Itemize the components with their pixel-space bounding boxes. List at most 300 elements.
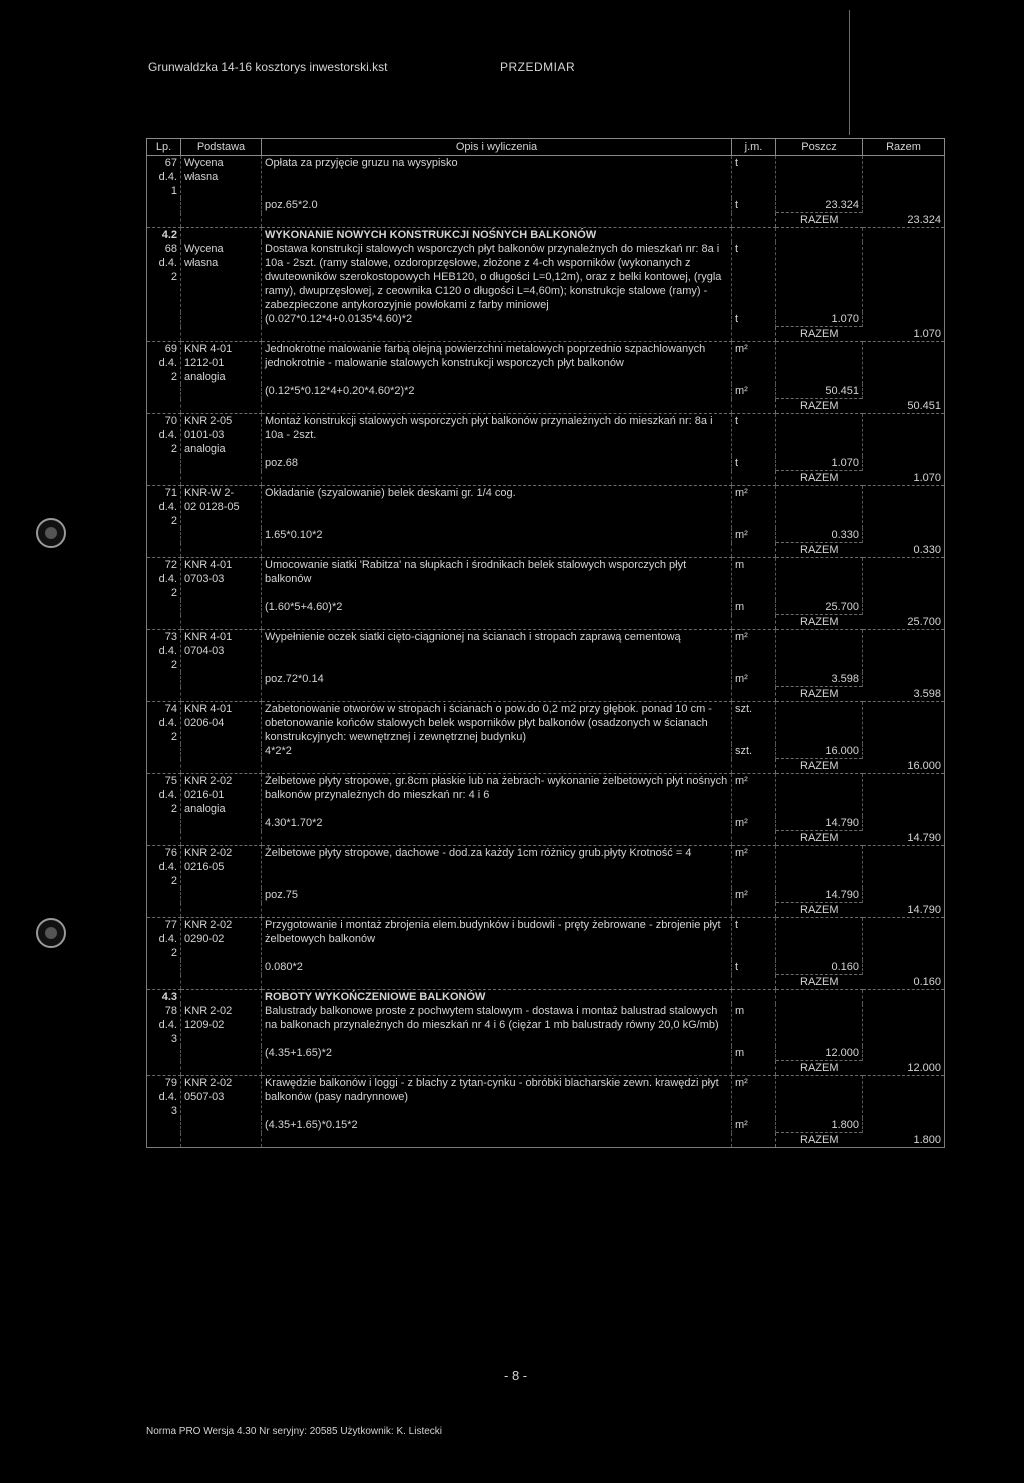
row-lp xyxy=(147,630,181,673)
razem-label: RAZEM xyxy=(776,543,863,558)
col-header-poszcz: Poszcz xyxy=(776,139,863,156)
row-podstawa-line: analogia xyxy=(184,803,226,815)
col-header-opis: Opis i wyliczenia xyxy=(262,139,732,156)
row-podstawa-line xyxy=(184,184,258,198)
row-poszcz-empty xyxy=(776,486,863,529)
razem-value: 14.790 xyxy=(863,903,945,918)
razem-value: 23.324 xyxy=(863,213,945,228)
calc-row xyxy=(147,384,945,399)
calc-row xyxy=(147,198,945,213)
row-podstawa-line: KNR 4-01 xyxy=(184,559,233,571)
calc-unit: m² xyxy=(732,888,776,903)
row-podstawa xyxy=(181,558,262,601)
calc-poszcz: 1.070 xyxy=(776,456,863,471)
row-podstawa xyxy=(181,156,262,199)
razem-unit-empty xyxy=(732,615,776,630)
row-lp xyxy=(147,1004,181,1046)
row-podstawa xyxy=(181,1004,262,1046)
razem-row xyxy=(147,399,945,414)
row-podstawa-line: KNR-W 2- xyxy=(184,487,235,499)
calc-razem-empty xyxy=(863,816,945,831)
calc-razem-empty xyxy=(863,1118,945,1133)
razem-value: 3.598 xyxy=(863,687,945,702)
row-poszcz-empty xyxy=(776,1076,863,1119)
razem-row xyxy=(147,471,945,486)
calc-row xyxy=(147,672,945,687)
punch-hole-icon xyxy=(36,518,66,548)
row-description: Montaż konstrukcji stalowych wsporczych płyt balkonów przynależnych do mieszkań nr: 8a i 10a - 2szt. xyxy=(262,414,732,457)
razem-lp-empty xyxy=(147,327,181,342)
razem-podstawa-empty xyxy=(181,903,262,918)
section-podstawa-empty xyxy=(181,990,262,1005)
calc-poszcz: 25.700 xyxy=(776,600,863,615)
section-empty xyxy=(732,990,776,1005)
col-header-lp: Lp. xyxy=(147,139,181,156)
row-lp-line: 2 xyxy=(170,875,177,887)
row-podstawa-line: KNR 2-05 xyxy=(184,415,233,427)
razem-lp-empty xyxy=(147,831,181,846)
row-podstawa xyxy=(181,774,262,817)
razem-podstawa-empty xyxy=(181,687,262,702)
section-row xyxy=(147,990,945,1005)
row-unit: m² xyxy=(732,342,776,385)
calc-unit: m² xyxy=(732,1118,776,1133)
row-lp-line: d.4. xyxy=(158,573,177,585)
row-lp-line: 77 xyxy=(164,919,177,931)
calc-formula: poz.68 xyxy=(262,456,732,471)
row-lp-line: 2 xyxy=(170,731,177,743)
calc-formula: 4.30*1.70*2 xyxy=(262,816,732,831)
calc-poszcz: 0.160 xyxy=(776,960,863,975)
calc-row xyxy=(147,456,945,471)
calc-poszcz: 50.451 xyxy=(776,384,863,399)
razem-desc-empty xyxy=(262,615,732,630)
calc-lp-empty xyxy=(147,744,181,759)
row-poszcz-empty xyxy=(776,558,863,601)
row-lp-line: 71 xyxy=(164,487,177,499)
row-podstawa-line: Wycena xyxy=(184,157,224,169)
razem-podstawa-empty xyxy=(181,399,262,414)
razem-value: 0.330 xyxy=(863,543,945,558)
razem-label: RAZEM xyxy=(776,1061,863,1076)
row-lp xyxy=(147,774,181,817)
calc-unit: m² xyxy=(732,672,776,687)
row-lp-line: d.4. xyxy=(158,717,177,729)
calc-unit: m xyxy=(732,600,776,615)
razem-row xyxy=(147,687,945,702)
row-podstawa-line: Wycena xyxy=(184,243,224,255)
calc-podstawa-empty xyxy=(181,456,262,471)
row-lp-line: 70 xyxy=(164,415,177,427)
calc-unit: m² xyxy=(732,384,776,399)
row-podstawa xyxy=(181,486,262,529)
row-podstawa-line: 0507-03 xyxy=(184,1091,225,1103)
row-podstawa-line xyxy=(184,658,258,672)
row-lp xyxy=(147,242,181,312)
row-razem-empty xyxy=(863,846,945,889)
table-row xyxy=(147,242,945,312)
razem-podstawa-empty xyxy=(181,831,262,846)
calc-podstawa-empty xyxy=(181,198,262,213)
calc-lp-empty xyxy=(147,312,181,327)
row-podstawa-line: analogia xyxy=(184,371,226,383)
row-description: Żelbetowe płyty stropowe, dachowe - dod.za każdy 1cm różnicy grub.płyty Krotność = 4 xyxy=(262,846,732,889)
row-description: Okładanie (szyalowanie) belek deskami gr. 1/4 cog. xyxy=(262,486,732,529)
row-poszcz-empty xyxy=(776,846,863,889)
row-podstawa-line: KNR 2-02 xyxy=(184,847,233,859)
row-podstawa-line xyxy=(184,1104,258,1118)
row-razem-empty xyxy=(863,1004,945,1046)
razem-row xyxy=(147,543,945,558)
punch-hole-icon xyxy=(36,918,66,948)
row-lp-line: 1 xyxy=(170,185,177,197)
calc-formula: 0.080*2 xyxy=(262,960,732,975)
razem-label: RAZEM xyxy=(776,903,863,918)
row-lp-line: d.4. xyxy=(158,257,177,269)
row-lp-line: d.4. xyxy=(158,429,177,441)
row-description: Jednokrotne malowanie farbą olejną powierzchni metalowych poprzednio szpachlowanych jednokrotnie - malowanie stalowych konstrukcji wsporczych płyt balkonów xyxy=(262,342,732,385)
calc-razem-empty xyxy=(863,744,945,759)
row-podstawa xyxy=(181,242,262,312)
calc-unit: m xyxy=(732,1046,776,1061)
razem-desc-empty xyxy=(262,327,732,342)
razem-row xyxy=(147,1133,945,1148)
row-lp xyxy=(147,558,181,601)
calc-podstawa-empty xyxy=(181,1046,262,1061)
calc-lp-empty xyxy=(147,384,181,399)
row-podstawa-line: 0206-04 xyxy=(184,717,225,729)
row-lp-line: 67 xyxy=(164,157,177,169)
razem-lp-empty xyxy=(147,687,181,702)
calc-unit: m² xyxy=(732,816,776,831)
row-poszcz-empty xyxy=(776,242,863,312)
row-description: Umocowanie siatki 'Rabitza' na słupkach i środnikach belek stalowych wsporczych płyt balkonów xyxy=(262,558,732,601)
row-unit: m² xyxy=(732,774,776,817)
table-row xyxy=(147,1076,945,1119)
razem-row xyxy=(147,615,945,630)
row-podstawa-line: KNR 4-01 xyxy=(184,343,233,355)
row-description: Wypełnienie oczek siatki cięto-ciągnionej na ścianach i stropach zaprawą cementową xyxy=(262,630,732,673)
row-lp-line: d.4. xyxy=(158,933,177,945)
row-podstawa-line: analogia xyxy=(184,443,226,455)
calc-podstawa-empty xyxy=(181,816,262,831)
razem-lp-empty xyxy=(147,1061,181,1076)
calc-row xyxy=(147,744,945,759)
razem-row xyxy=(147,759,945,774)
calc-poszcz: 1.070 xyxy=(776,312,863,327)
row-unit: t xyxy=(732,242,776,312)
row-podstawa-line xyxy=(184,270,258,284)
razem-desc-empty xyxy=(262,1061,732,1076)
row-lp-line: 79 xyxy=(164,1077,177,1089)
row-lp-line: 3 xyxy=(170,1105,177,1117)
row-lp-line: d.4. xyxy=(158,1091,177,1103)
row-lp xyxy=(147,918,181,961)
file-name: Grunwaldzka 14-16 kosztorys inwestorski.kst xyxy=(148,60,388,74)
razem-label: RAZEM xyxy=(776,213,863,228)
razem-lp-empty xyxy=(147,213,181,228)
row-poszcz-empty xyxy=(776,1004,863,1046)
razem-podstawa-empty xyxy=(181,975,262,990)
row-unit: m xyxy=(732,1004,776,1046)
row-podstawa-line: KNR 4-01 xyxy=(184,703,233,715)
row-lp xyxy=(147,1076,181,1119)
row-poszcz-empty xyxy=(776,414,863,457)
razem-value: 50.451 xyxy=(863,399,945,414)
row-podstawa xyxy=(181,702,262,745)
razem-value: 1.070 xyxy=(863,327,945,342)
section-empty xyxy=(776,228,863,243)
razem-label: RAZEM xyxy=(776,687,863,702)
calc-formula: (4.35+1.65)*2 xyxy=(262,1046,732,1061)
table-row xyxy=(147,342,945,385)
row-unit: m² xyxy=(732,630,776,673)
calc-poszcz: 16.000 xyxy=(776,744,863,759)
row-podstawa-line xyxy=(184,946,258,960)
row-razem-empty xyxy=(863,242,945,312)
razem-unit-empty xyxy=(732,543,776,558)
section-number: 4.2 xyxy=(147,228,181,243)
col-header-podstawa: Podstawa xyxy=(181,139,262,156)
row-lp-line: 2 xyxy=(170,271,177,283)
calc-row xyxy=(147,888,945,903)
section-number: 4.3 xyxy=(147,990,181,1005)
calc-razem-empty xyxy=(863,312,945,327)
row-unit: m xyxy=(732,558,776,601)
calc-unit: m² xyxy=(732,528,776,543)
row-unit: m² xyxy=(732,846,776,889)
row-podstawa xyxy=(181,630,262,673)
razem-unit-empty xyxy=(732,975,776,990)
calc-unit: t xyxy=(732,312,776,327)
row-description: Przygotowanie i montaż zbrojenia elem.budynków i budowli - pręty żebrowane - zbrojenie płyt żelbetowych balkonów xyxy=(262,918,732,961)
calc-lp-empty xyxy=(147,1118,181,1133)
row-description: Balustrady balkonowe proste z pochwytem stalowym - dostawa i montaż balustrad stalowych na balkonach przynależnych do mieszkań nr 4 i 6 (ciężar 1 mb balustrady równy 20,0 kG/mb) xyxy=(262,1004,732,1046)
table-row xyxy=(147,558,945,601)
calc-razem-empty xyxy=(863,888,945,903)
row-podstawa xyxy=(181,1076,262,1119)
razem-lp-empty xyxy=(147,471,181,486)
row-podstawa-line: 0101-03 xyxy=(184,429,225,441)
razem-unit-empty xyxy=(732,831,776,846)
calc-unit: t xyxy=(732,456,776,471)
razem-lp-empty xyxy=(147,759,181,774)
razem-row xyxy=(147,327,945,342)
calc-row xyxy=(147,1046,945,1061)
razem-lp-empty xyxy=(147,903,181,918)
calc-unit: szt. xyxy=(732,744,776,759)
row-lp-line: d.4. xyxy=(158,501,177,513)
row-podstawa-line xyxy=(184,514,258,528)
calc-razem-empty xyxy=(863,456,945,471)
row-podstawa-line: 0704-03 xyxy=(184,645,225,657)
row-lp-line: d.4. xyxy=(158,1019,177,1031)
row-podstawa-line: 0703-03 xyxy=(184,573,225,585)
calc-poszcz: 1.800 xyxy=(776,1118,863,1133)
razem-value: 16.000 xyxy=(863,759,945,774)
razem-desc-empty xyxy=(262,903,732,918)
row-lp xyxy=(147,156,181,199)
calc-row xyxy=(147,960,945,975)
table-body xyxy=(147,156,945,1148)
section-empty xyxy=(776,990,863,1005)
row-lp-line: d.4. xyxy=(158,861,177,873)
row-podstawa-line: 1209-02 xyxy=(184,1019,225,1031)
table-row xyxy=(147,630,945,673)
row-poszcz-empty xyxy=(776,342,863,385)
row-lp xyxy=(147,846,181,889)
calc-row xyxy=(147,528,945,543)
razem-label: RAZEM xyxy=(776,327,863,342)
row-razem-empty xyxy=(863,342,945,385)
calc-row xyxy=(147,1118,945,1133)
razem-lp-empty xyxy=(147,399,181,414)
table-row xyxy=(147,918,945,961)
section-empty xyxy=(863,990,945,1005)
razem-row xyxy=(147,831,945,846)
calc-poszcz: 12.000 xyxy=(776,1046,863,1061)
razem-value: 0.160 xyxy=(863,975,945,990)
razem-value: 25.700 xyxy=(863,615,945,630)
row-lp-line: d.4. xyxy=(158,789,177,801)
calc-unit: t xyxy=(732,960,776,975)
row-description: Zabetonowanie otworów w stropach i ścianach o pow.do 0,2 m2 przy głębok. ponad 10 cm - obetonowanie końców stalowych belek wsporników płyt balkonów (osadzonych w ścianach konstrukcyjnych: wewnętrznej i zewnętrznej budynku) xyxy=(262,702,732,745)
row-lp-line: 75 xyxy=(164,775,177,787)
row-lp-line: 2 xyxy=(170,587,177,599)
calc-formula: poz.75 xyxy=(262,888,732,903)
calc-podstawa-empty xyxy=(181,384,262,399)
row-razem-empty xyxy=(863,414,945,457)
cost-table xyxy=(146,138,945,1148)
table-row xyxy=(147,846,945,889)
calc-lp-empty xyxy=(147,888,181,903)
row-podstawa xyxy=(181,414,262,457)
razem-label: RAZEM xyxy=(776,615,863,630)
razem-unit-empty xyxy=(732,213,776,228)
page-number: - 8 - xyxy=(504,1368,528,1383)
razem-desc-empty xyxy=(262,213,732,228)
calc-razem-empty xyxy=(863,960,945,975)
calc-poszcz: 3.598 xyxy=(776,672,863,687)
row-lp-line: 2 xyxy=(170,803,177,815)
razem-lp-empty xyxy=(147,975,181,990)
razem-label: RAZEM xyxy=(776,759,863,774)
calc-lp-empty xyxy=(147,600,181,615)
row-unit: t xyxy=(732,918,776,961)
row-podstawa-line: własna xyxy=(184,171,219,183)
row-unit: m² xyxy=(732,486,776,529)
calc-lp-empty xyxy=(147,816,181,831)
calc-poszcz: 0.330 xyxy=(776,528,863,543)
razem-unit-empty xyxy=(732,1133,776,1148)
razem-label: RAZEM xyxy=(776,399,863,414)
row-lp-line: 76 xyxy=(164,847,177,859)
section-title: WYKONANIE NOWYCH KONSTRUKCJI NOŚNYCH BALKONÓW xyxy=(262,228,732,243)
calc-podstawa-empty xyxy=(181,600,262,615)
row-description: Opłata za przyjęcie gruzu na wysypisko xyxy=(262,156,732,199)
razem-podstawa-empty xyxy=(181,1061,262,1076)
section-title: ROBOTY WYKOŃCZENIOWE BALKONÓW xyxy=(262,990,732,1005)
razem-desc-empty xyxy=(262,543,732,558)
razem-podstawa-empty xyxy=(181,615,262,630)
razem-unit-empty xyxy=(732,327,776,342)
row-description: Żelbetowe płyty stropowe, gr.8cm płaskie lub na żebrach- wykonanie żelbetowych płyt nośnych balkonów przynależnych do mieszkań nr: 4 i 6 xyxy=(262,774,732,817)
razem-label: RAZEM xyxy=(776,471,863,486)
razem-value: 14.790 xyxy=(863,831,945,846)
calc-formula: (4.35+1.65)*0.15*2 xyxy=(262,1118,732,1133)
calc-formula: (1.60*5+4.60)*2 xyxy=(262,600,732,615)
row-lp-line: 72 xyxy=(164,559,177,571)
table-row xyxy=(147,774,945,817)
razem-unit-empty xyxy=(732,471,776,486)
row-razem-empty xyxy=(863,486,945,529)
razem-desc-empty xyxy=(262,399,732,414)
calc-lp-empty xyxy=(147,1046,181,1061)
row-poszcz-empty xyxy=(776,702,863,745)
calc-podstawa-empty xyxy=(181,528,262,543)
razem-unit-empty xyxy=(732,687,776,702)
row-unit: t xyxy=(732,414,776,457)
row-podstawa-line xyxy=(184,586,258,600)
calc-razem-empty xyxy=(863,600,945,615)
table-row xyxy=(147,414,945,457)
calc-lp-empty xyxy=(147,528,181,543)
row-razem-empty xyxy=(863,702,945,745)
table-row xyxy=(147,486,945,529)
calc-row xyxy=(147,312,945,327)
razem-lp-empty xyxy=(147,1133,181,1148)
section-row xyxy=(147,228,945,243)
row-lp xyxy=(147,414,181,457)
row-lp-line: d.4. xyxy=(158,645,177,657)
row-podstawa xyxy=(181,342,262,385)
row-razem-empty xyxy=(863,918,945,961)
row-poszcz-empty xyxy=(776,774,863,817)
razem-desc-empty xyxy=(262,471,732,486)
row-razem-empty xyxy=(863,774,945,817)
razem-desc-empty xyxy=(262,831,732,846)
razem-unit-empty xyxy=(732,759,776,774)
row-lp-line: 2 xyxy=(170,659,177,671)
table-row xyxy=(147,156,945,199)
row-razem-empty xyxy=(863,558,945,601)
razem-label: RAZEM xyxy=(776,831,863,846)
row-unit: szt. xyxy=(732,702,776,745)
razem-podstawa-empty xyxy=(181,213,262,228)
section-empty xyxy=(863,228,945,243)
calc-formula: 4*2*2 xyxy=(262,744,732,759)
row-podstawa-line: 1212-01 xyxy=(184,357,225,369)
calc-razem-empty xyxy=(863,198,945,213)
calc-lp-empty xyxy=(147,672,181,687)
calc-razem-empty xyxy=(863,1046,945,1061)
calc-podstawa-empty xyxy=(181,960,262,975)
razem-podstawa-empty xyxy=(181,1133,262,1148)
razem-row xyxy=(147,903,945,918)
section-podstawa-empty xyxy=(181,228,262,243)
razem-desc-empty xyxy=(262,975,732,990)
calc-poszcz: 23.324 xyxy=(776,198,863,213)
row-podstawa-line: KNR 2-02 xyxy=(184,1077,233,1089)
calc-formula: (0.12*5*0.12*4+0.20*4.60*2)*2 xyxy=(262,384,732,399)
software-line: Norma PRO Wersja 4.30 Nr seryjny: 20585 Użytkownik: K. Listecki xyxy=(146,1426,443,1437)
row-podstawa-line: własna xyxy=(184,257,219,269)
row-razem-empty xyxy=(863,156,945,199)
razem-podstawa-empty xyxy=(181,759,262,774)
calc-formula: poz.65*2.0 xyxy=(262,198,732,213)
razem-desc-empty xyxy=(262,687,732,702)
calc-podstawa-empty xyxy=(181,672,262,687)
